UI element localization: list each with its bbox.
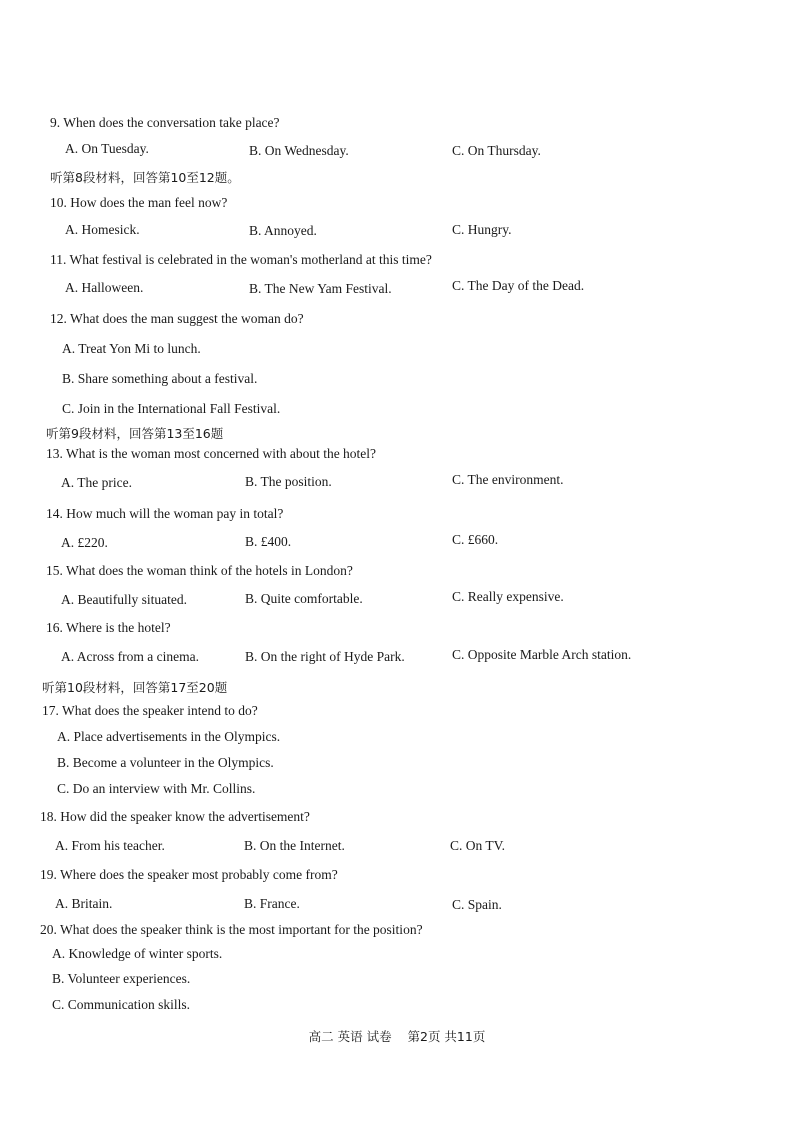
q14-option-b: B. £400. (245, 534, 292, 549)
q20-option-c: C. Communication skills. (52, 997, 191, 1012)
q14-option-c: C. £660. (452, 532, 499, 547)
question-13: 13. What is the woman most concerned with about the hotel? (46, 446, 377, 461)
q20-option-b: B. Volunteer experiences. (52, 971, 191, 986)
q14-option-a: A. £220. (61, 535, 108, 550)
page-footer: 高二 英语 试卷 第2页 共11页 (308, 1029, 486, 1044)
q9-option-a: A. On Tuesday. (65, 141, 149, 156)
question-10: 10. How does the man feel now? (50, 195, 228, 210)
q10-option-b: B. Annoyed. (249, 223, 317, 238)
q13-option-b: B. The position. (245, 474, 332, 489)
q12-option-c: C. Join in the International Fall Festival. (62, 401, 281, 416)
question-16: 16. Where is the hotel? (46, 620, 171, 635)
q13-option-c: C. The environment. (452, 472, 564, 487)
q10-option-c: C. Hungry. (452, 222, 512, 237)
q12-option-a: A. Treat Yon Mi to lunch. (62, 341, 201, 356)
q15-option-c: C. Really expensive. (452, 589, 564, 604)
question-20: 20. What does the speaker think is the most important for the position? (40, 922, 423, 937)
q17-option-b: B. Become a volunteer in the Olympics. (57, 755, 274, 770)
section-9-heading: 听第9段材料，回答第13至16题 (46, 426, 224, 441)
q18-option-c: C. On TV. (450, 838, 506, 853)
q17-option-c: C. Do an interview with Mr. Collins. (57, 781, 256, 796)
q11-option-b: B. The New Yam Festival. (249, 281, 392, 296)
q18-option-a: A. From his teacher. (55, 838, 165, 853)
section-8-heading: 听第8段材料，回答第10至12题。 (50, 170, 240, 185)
q15-option-b: B. Quite comfortable. (245, 591, 363, 606)
question-15: 15. What does the woman think of the hotels in London? (46, 563, 353, 578)
q20-option-a: A. Knowledge of winter sports. (52, 946, 223, 961)
question-14: 14. How much will the woman pay in total? (46, 506, 284, 521)
q9-option-b: B. On Wednesday. (249, 143, 349, 158)
q18-option-b: B. On the Internet. (244, 838, 345, 853)
question-17: 17. What does the speaker intend to do? (42, 703, 258, 718)
q13-option-a: A. The price. (61, 475, 132, 490)
q10-option-a: A. Homesick. (65, 222, 140, 237)
section-10-heading: 听第10段材料，回答第17至20题 (42, 680, 228, 695)
q11-option-c: C. The Day of the Dead. (452, 278, 585, 293)
question-19: 19. Where does the speaker most probably come from? (40, 867, 338, 882)
q9-option-c: C. On Thursday. (452, 143, 541, 158)
q11-option-a: A. Halloween. (65, 280, 144, 295)
q16-option-a: A. Across from a cinema. (61, 649, 199, 664)
q19-option-a: A. Britain. (55, 896, 113, 911)
q12-option-b: B. Share something about a festival. (62, 371, 258, 386)
q19-option-b: B. France. (244, 896, 300, 911)
q19-option-c: C. Spain. (452, 897, 502, 912)
q16-option-b: B. On the right of Hyde Park. (245, 649, 405, 664)
question-12: 12. What does the man suggest the woman do? (50, 311, 304, 326)
q16-option-c: C. Opposite Marble Arch station. (452, 647, 632, 662)
q15-option-a: A. Beautifully situated. (61, 592, 187, 607)
question-18: 18. How did the speaker know the advertisement? (40, 809, 310, 824)
q17-option-a: A. Place advertisements in the Olympics. (57, 729, 281, 744)
question-11: 11. What festival is celebrated in the woman's motherland at this time? (50, 252, 432, 267)
question-9: 9. When does the conversation take place? (50, 115, 280, 130)
